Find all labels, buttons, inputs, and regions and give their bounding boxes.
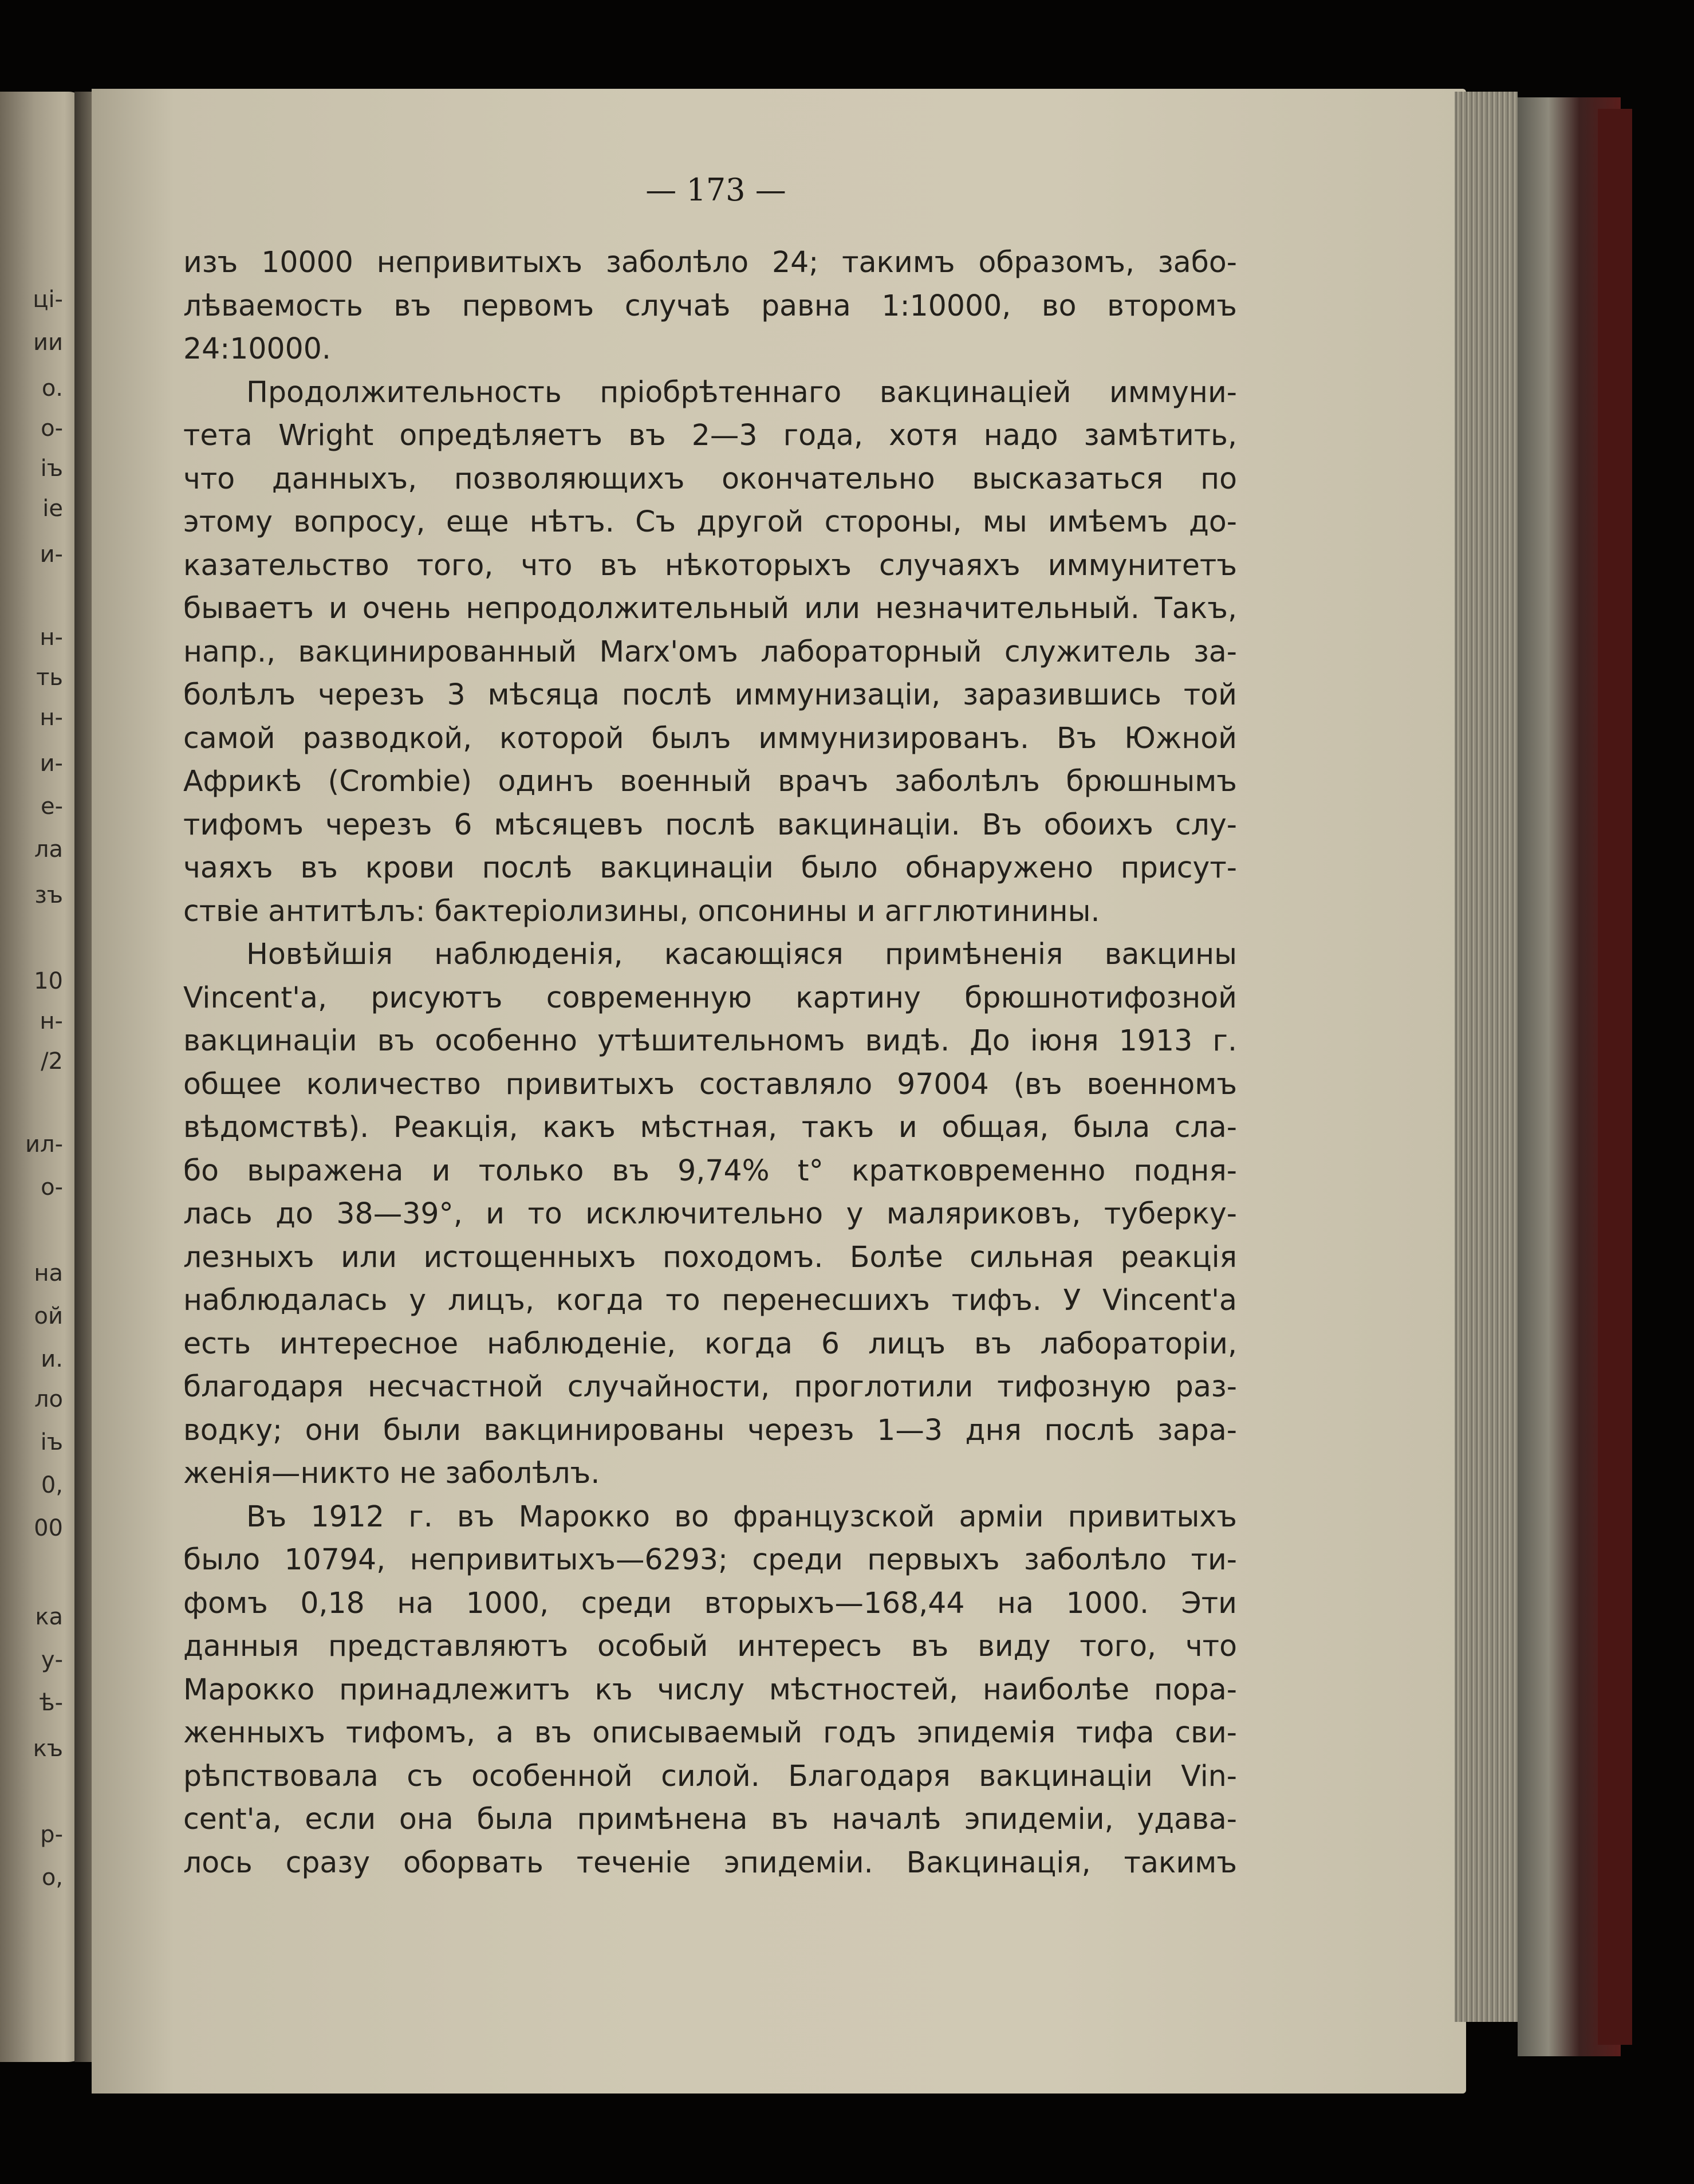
left-page-fragment: н- [40,705,63,731]
left-page-fragment: ть [36,664,63,691]
text-line: тифомъ черезъ 6 мѣсяцевъ послѣ вакцинаціи. Въ обоихъ слу- [183,807,1237,841]
left-page-fragment: къ [33,1736,63,1762]
left-page-fragment: у- [41,1647,63,1673]
text-line: лѣваемость въ первомъ случаѣ равна 1:10000, во второмъ [183,288,1237,322]
text-line: что данныхъ, позволяющихъ окончательно высказаться по [183,461,1237,495]
left-page-fragment: и- [40,541,63,568]
text-line: Продолжительность пріобрѣтеннаго вакцинаціей иммуни- [246,375,1237,409]
left-page-fragment: о- [41,1174,63,1201]
left-page-fragment: н- [40,624,63,651]
text-line: лась до 38—39°, и то исключительно у маляриковъ, туберку- [183,1197,1237,1230]
page-text-body [183,241,1237,1884]
text-line: Vincent'a, рисуютъ современную картину брюшнотифозной [183,980,1237,1014]
left-page-fragment: о, [41,1864,63,1891]
left-page-fragment: 00 [34,1515,63,1541]
left-page-fragment: зъ [34,882,63,908]
text-line: благодаря несчастной случайности, проглотили тифозную раз- [183,1370,1237,1403]
left-page-fragment: ѣ- [39,1690,63,1716]
text-line: есть интересное наблюденіе, когда 6 лицъ въ лабораторіи, [183,1326,1237,1360]
text-line: чаяхъ въ крови послѣ вакцинаціи было обнаружено присут- [183,851,1237,884]
left-page-fragment: ии [33,329,63,356]
left-page-fragment: на [34,1260,63,1286]
text-line: рѣпствовала съ особенной силой. Благодаря вакцинаціи Vin- [183,1758,1237,1793]
text-line: бо выражена и только въ 9,74% t° кратковременно подня- [183,1153,1237,1187]
left-page-fragment: /2 [41,1048,63,1075]
text-line: болѣлъ черезъ 3 мѣсяца послѣ иммунизаціи, заразившись той [183,678,1237,711]
left-page-fragment: о- [41,415,63,442]
text-line: казательство того, что въ нѣкоторыхъ случаяхъ иммунитетъ [183,548,1237,582]
text-line: этому вопросу, еще нѣтъ. Съ другой стороны, мы имѣемъ до- [183,505,1237,538]
text-line: лезныхъ или истощенныхъ походомъ. Болѣе сильная реакція [183,1239,1237,1274]
text-line: женныхъ тифомъ, а въ описываемый годъ эпидемія тифа сви- [183,1715,1237,1749]
text-line: самой разводкой, которой былъ иммунизированъ. Въ Южной [183,721,1237,755]
text-line: вѣдомствѣ). Реакція, какъ мѣстная, такъ и общая, была сла- [183,1110,1237,1144]
left-page-fragment: н- [40,1008,63,1034]
left-page-fragment: іъ [40,455,63,482]
left-page-fragment: ил- [25,1131,63,1158]
text-line: cent'a, если она была примѣнена въ началѣ эпидеміи, удава- [183,1802,1237,1836]
text-line: общее количество привитыхъ составляло 97004 (въ военномъ [183,1067,1237,1101]
left-page-fragment: ка [35,1604,63,1630]
left-page-fragment: е- [40,793,63,820]
left-page-edge [0,92,86,2062]
text-line: тета Wright опредѣляетъ въ 2—3 года, хотя надо замѣтить, [183,418,1237,452]
text-line: напр., вакцинированный Marx'омъ лабораторный служитель за- [183,634,1237,668]
left-page-fragment: и. [41,1346,63,1372]
text-line: ствіе антитѣлъ: бактеріолизины, опсонины и агглютинины. [183,894,1100,928]
left-page-fragment: ло [34,1386,63,1412]
left-page-fragment: р- [40,1821,63,1848]
book-cover-red [1598,109,1632,2045]
text-line: Въ 1912 г. въ Марокко во французской арміи привитыхъ [246,1499,1237,1533]
text-line: водку; они были вакцинированы черезъ 1—3 дня послѣ зара- [183,1412,1237,1447]
left-page-fragment: ла [34,836,63,863]
left-page-fragments [0,92,86,2062]
left-page-fragment: о. [41,375,63,402]
left-page-fragment: 10 [34,968,63,994]
left-page-fragment: іъ [40,1429,63,1455]
text-line: Марокко принадлежитъ къ числу мѣстностей, наиболѣе пора- [183,1672,1237,1706]
text-line: наблюдалась у лицъ, когда то перенесшихъ тифъ. У Vincent'a [183,1283,1237,1317]
text-line: бываетъ и очень непродолжительный или незначительный. Такъ, [183,591,1237,625]
left-page-fragment: ці- [33,286,63,313]
text-line: Новѣйшія наблюденія, касающіяся примѣненія вакцины [246,937,1237,971]
text-line: изъ 10000 непривитыхъ заболѣло 24; такимъ образомъ, забо- [183,245,1237,279]
left-page-fragment: ой [34,1303,63,1329]
text-line: лось сразу оборвать теченіе эпидеміи. Вакцинація, такимъ [183,1845,1237,1879]
text-line: 24:10000. [183,332,331,365]
text-line: Африкѣ (Crombie) одинъ военный врачъ заболѣлъ брюшнымъ [183,764,1237,798]
text-line: было 10794, непривитыхъ—6293; среди первыхъ заболѣло ти- [183,1542,1237,1576]
left-page-fragment: іе [42,495,63,522]
text-line: женія—никто не заболѣлъ. [183,1456,600,1490]
text-line: вакцинаціи въ особенно утѣшительномъ видѣ. До іюня 1913 г. [183,1024,1237,1057]
page-block-edges [1455,92,1518,2022]
text-line: данныя представляютъ особый интересъ въ виду того, что [183,1629,1237,1663]
left-page-fragment: 0, [41,1472,63,1498]
page-number: — 173 — [645,172,786,208]
text-line: фомъ 0,18 на 1000, среди вторыхъ—168,44 на 1000. Эти [183,1585,1237,1620]
left-page-fragment: и- [40,750,63,777]
